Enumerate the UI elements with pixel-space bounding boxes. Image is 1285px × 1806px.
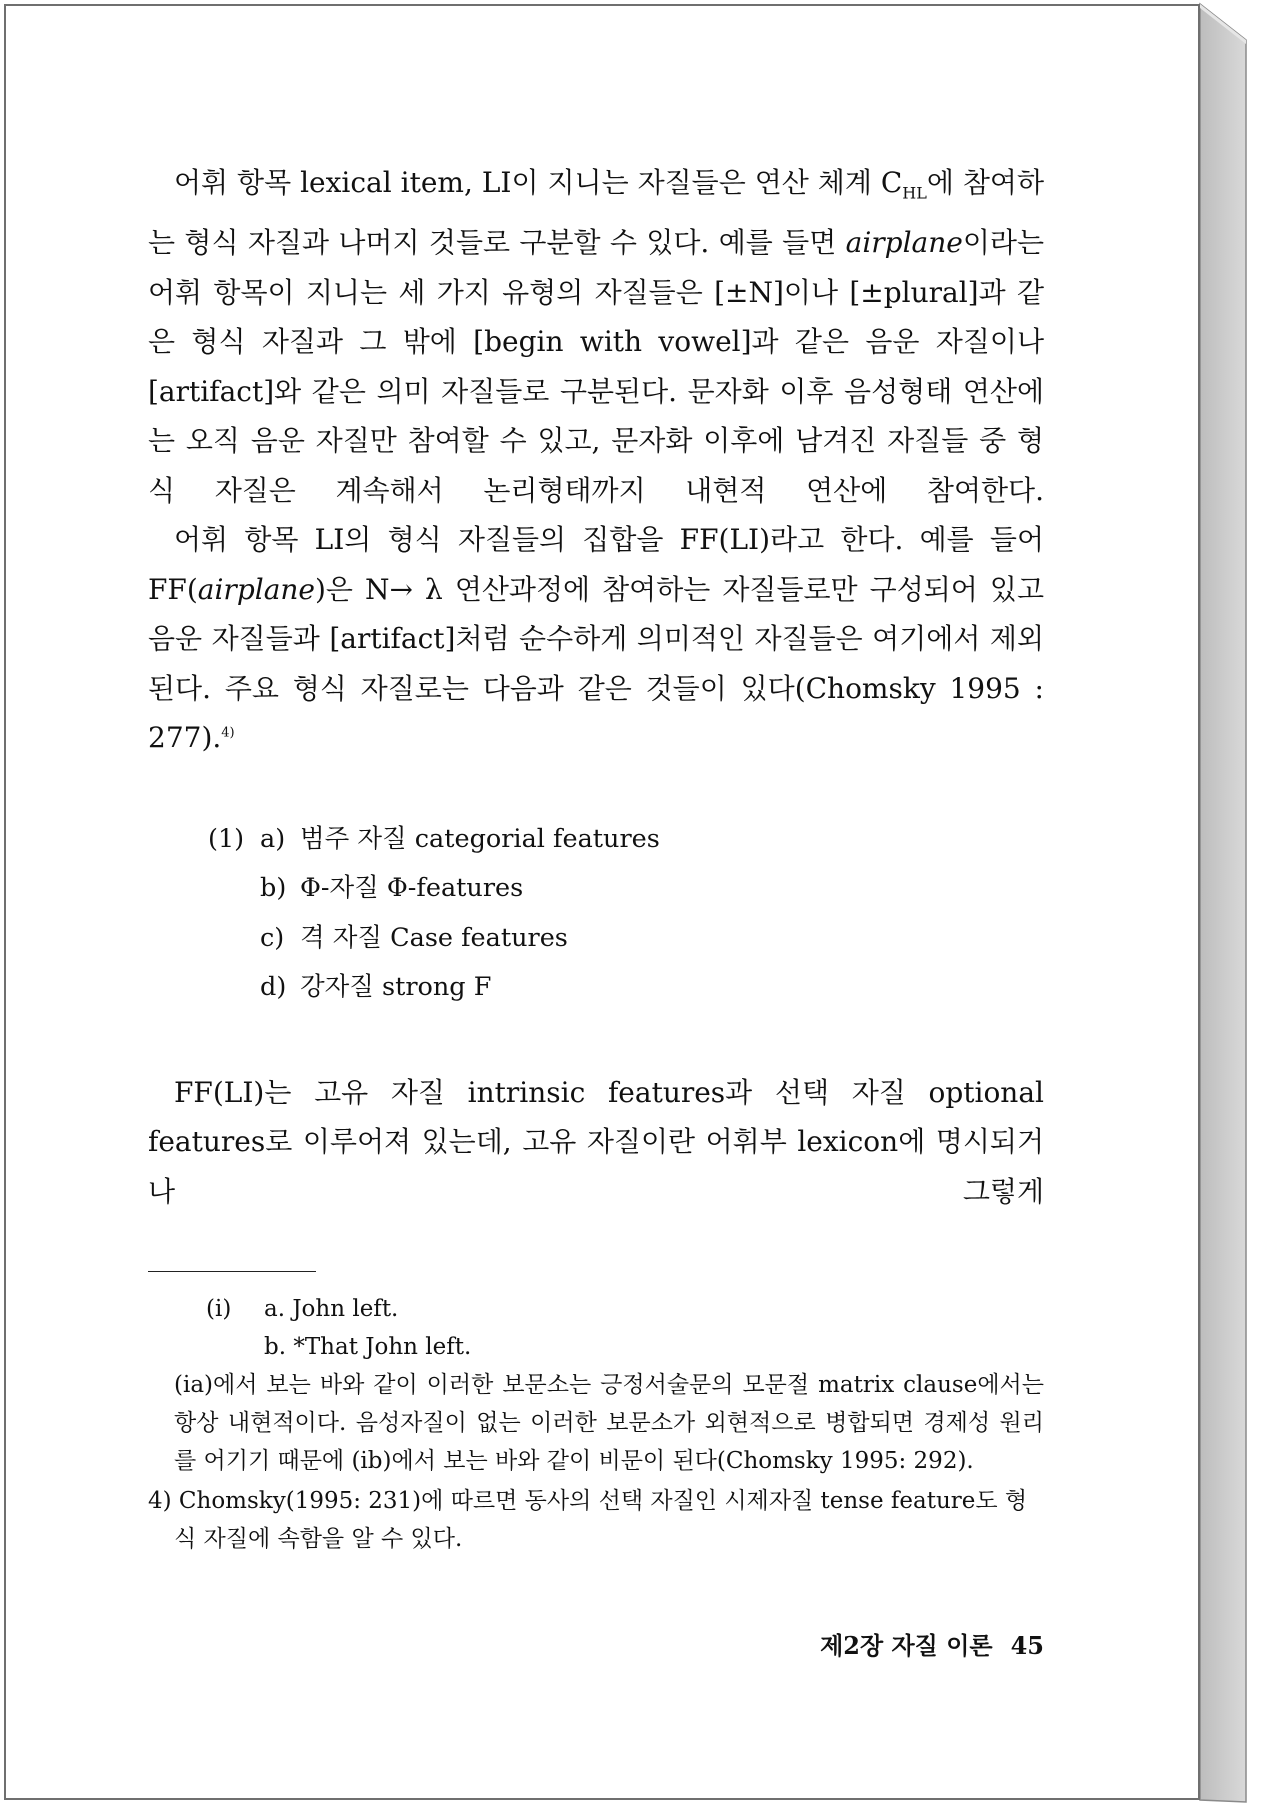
paragraph-2-text-b: )은 N→ λ 연산과정에 참여하는 자질들로만 구성되어 있고 음운 자질들과 [artifact]처럼 순수하게 의미적인 자질들은 여기에서 제외된다. 주요 형식 자질로는 다음과 같은 것들이 있다(Chomsky 1995 : 277).	[148, 572, 1044, 755]
emphasis-airplane: airplane	[845, 226, 963, 260]
footnotes	[148, 1290, 1044, 1558]
example-label-a: a)	[260, 823, 286, 854]
footnote-divider	[148, 1271, 316, 1272]
footnote-4-line-1: 4) Chomsky(1995: 231)에 따르면 동사의 선택 자질인 시제자질 tense feature도 형	[148, 1488, 1028, 1515]
example-row-c	[208, 914, 1044, 964]
emphasis-airplane-2: airplane	[197, 572, 315, 606]
example-row-a	[208, 815, 1044, 865]
paragraph-3: FF(LI)는 고유 자질 intrinsic features과 선택 자질 optional features로 이루어져 있는데, 고유 자질이란 어휘부 lexicon에 명시되거나 그렇게	[148, 1075, 1044, 1208]
footnote-example-label: (i)	[206, 1296, 232, 1323]
example-number: (1)	[208, 823, 245, 854]
example-label-c: c)	[260, 922, 285, 953]
footnote-4-line-2: 식 자질에 속함을 알 수 있다.	[174, 1526, 463, 1553]
example-text-d: 강자질 strong F	[300, 972, 492, 1003]
paragraph-1-text-a: 어휘 항목 lexical item, LI이 지니는 자질들은 연산 체계 C	[174, 166, 903, 199]
example-text-b: Φ-자질 Φ-features	[300, 873, 524, 904]
page-footer	[148, 1626, 1044, 1661]
example-label-d: d)	[260, 972, 287, 1003]
paragraph-2	[148, 515, 1044, 763]
example-label-b: b)	[260, 873, 287, 904]
example-row-b	[208, 864, 1044, 914]
example-text-c: 격 자질 Case features	[300, 922, 568, 953]
footnote-example-a	[148, 1290, 1044, 1328]
paragraph-2-text-a: 어휘 항목 LI의 형식 자질들의 집합을 FF(LI)라고 한다. 예를 들어 FF(	[148, 523, 1044, 606]
footnote-example-a-text: a. John left.	[264, 1296, 399, 1323]
footnote-explanation: (ia)에서 보는 바와 같이 이러한 보문소는 긍정서술문의 모문절 matrix clause에서는 항상 내현적이다. 음성자질이 없는 이러한 보문소가 외현적으로 병합되면 경제성 원리를 어기기 때문에 (ib)에서 보는 바와 같이 비문이 된다(Chomsky 1995: 292).	[174, 1372, 1044, 1475]
page-body	[148, 158, 1044, 1558]
footnote-example-b-text: b. *That John left.	[264, 1334, 472, 1361]
paragraph-1-text-c: 이라는 어휘 항목이 지니는 세 가지 유형의 자질들은 [±N]이나 [±plural]과 같은 형식 자질과 그 밖에 [begin with vowel]과 같은 음운 자질이나 [artifact]와 같은 의미 자질들로 구분된다. 문자화 이후 음성형태 연산에는 오직 음운 자질만 참여할 수 있고, 문자화 이후에 남겨진 자질들 중 형식 자질은 계속해서 논리형태까지 내현적 연산에 참여한다.	[148, 226, 1044, 507]
example-text-a: 범주 자질 categorial features	[300, 823, 660, 854]
paragraph-1-text-b: 에 참여하는 형식 자질과 나머지 것들로 구분할 수 있다. 예를 들면	[148, 166, 1044, 260]
footnote-ref-4[interactable]: 4)	[221, 725, 235, 741]
page-number: 45	[1010, 1631, 1044, 1660]
example-row-d	[208, 963, 1044, 1013]
chapter-title: 제2장 자질 이론	[820, 1631, 993, 1660]
paragraph-1	[148, 158, 1044, 515]
footnote-example-b	[148, 1328, 1044, 1366]
example-list	[208, 815, 1044, 1013]
footnote-4	[148, 1482, 1044, 1558]
subscript-hl: HL	[902, 183, 927, 203]
